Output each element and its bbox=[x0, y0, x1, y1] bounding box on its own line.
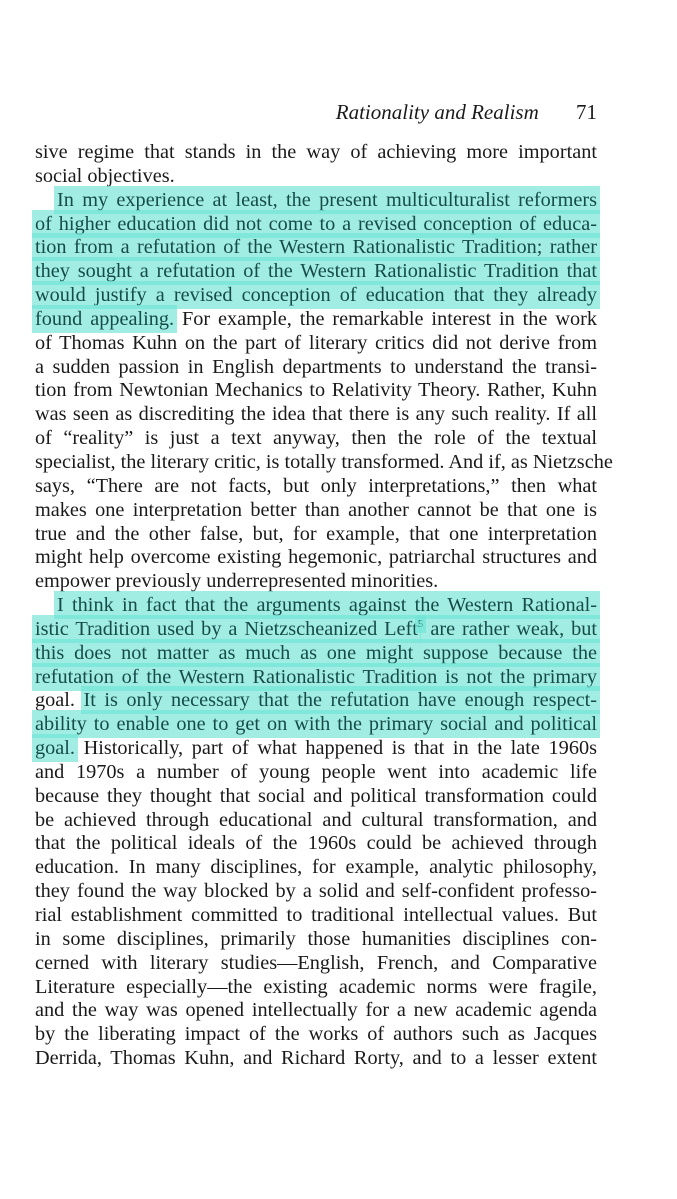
text-line bbox=[35, 475, 597, 499]
plain-text: in some disciplines, primarily those humanities disciplines con- bbox=[35, 927, 597, 950]
running-header bbox=[0, 100, 597, 125]
highlighted-text: found appealing. bbox=[35, 307, 175, 330]
plain-text: Historically, part of what happened is that in the late 1960s bbox=[75, 737, 597, 760]
text-line bbox=[35, 165, 597, 189]
text-line bbox=[35, 952, 597, 976]
text-line bbox=[35, 427, 597, 451]
text-line bbox=[35, 260, 597, 284]
plain-text: true and the other false, but, for example, that one interpretation bbox=[35, 522, 597, 545]
highlighted-text: of higher education did not come to a revised conception of educa- bbox=[35, 212, 597, 235]
plain-text: education. In many disciplines, for example, analytic philosophy, bbox=[35, 856, 597, 879]
text-line bbox=[35, 737, 597, 761]
plain-text: For example, the remarkable interest in the work bbox=[174, 307, 597, 330]
text-line bbox=[35, 570, 597, 594]
text-line bbox=[35, 928, 597, 952]
highlighted-text: I think in fact that the arguments against the Western Rational- bbox=[57, 594, 597, 617]
plain-text: a sudden passion in English departments to understand the transi- bbox=[35, 355, 597, 378]
plain-text: social objectives. bbox=[35, 164, 175, 187]
text-line bbox=[35, 1023, 597, 1047]
text-line bbox=[35, 689, 597, 713]
text-line bbox=[35, 450, 613, 475]
highlighted-text: are rather weak, but bbox=[423, 617, 597, 640]
plain-text: that the political ideals of the 1960s could be achieved through bbox=[35, 832, 597, 855]
text-line bbox=[35, 284, 597, 308]
highlighted-text: they sought a refutation of the Western Rationalistic Tradition that bbox=[35, 260, 597, 283]
highlighted-text: refutation of the Western Rationalistic Tradition is not the primary bbox=[35, 665, 597, 688]
highlighted-text: tion from a refutation of the Western Rationalistic Tradition; rather bbox=[35, 236, 597, 259]
text-line bbox=[35, 999, 597, 1023]
page-body-text bbox=[35, 141, 613, 1071]
plain-text: by the liberating impact of the works of authors such as Jacques bbox=[35, 1023, 597, 1046]
text-line bbox=[35, 189, 597, 213]
plain-text: of “reality” is just a text anyway, then the role of the textual bbox=[35, 427, 597, 450]
plain-text: they found the way blocked by a solid and self-confident professo- bbox=[35, 880, 597, 903]
text-line bbox=[35, 356, 597, 380]
text-line bbox=[35, 332, 597, 356]
text-line bbox=[35, 880, 597, 904]
text-line bbox=[35, 523, 597, 547]
plain-text: Derrida, Thomas Kuhn, and Richard Rorty, and to a lesser extent bbox=[35, 1047, 597, 1070]
plain-text: makes one interpretation better than another cannot be that one is bbox=[35, 498, 597, 521]
text-line bbox=[35, 308, 597, 332]
plain-text: and 1970s a number of young people went into academic life bbox=[35, 760, 597, 783]
plain-text: goal. bbox=[35, 689, 84, 712]
plain-text: was seen as discrediting the idea that there is any such reality. If all bbox=[35, 403, 597, 426]
text-line bbox=[35, 1047, 597, 1071]
text-line bbox=[35, 642, 597, 666]
plain-text: Literature especially—the existing academic norms were fragile, bbox=[35, 975, 597, 998]
text-line bbox=[35, 618, 597, 642]
plain-text: sive regime that stands in the way of achieving more important bbox=[35, 141, 597, 163]
plain-text: might help overcome existing hegemonic, patriarchal structures and bbox=[35, 546, 597, 569]
text-line bbox=[35, 904, 597, 928]
text-line bbox=[35, 546, 597, 570]
text-line bbox=[35, 141, 597, 165]
text-line bbox=[35, 236, 597, 260]
highlighted-text: istic Tradition used by a Nietzscheanized Left bbox=[35, 617, 418, 640]
highlighted-text: It is only necessary that the refutation have enough respect- bbox=[83, 689, 597, 712]
plain-text: says, “There are not facts, but only interpretations,” then what bbox=[35, 474, 597, 497]
text-line bbox=[35, 785, 597, 809]
text-line bbox=[35, 713, 597, 737]
plain-text: specialist, the literary critic, is totally transformed. And if, as Nietzsche bbox=[35, 450, 613, 473]
text-line bbox=[35, 213, 597, 237]
text-line bbox=[35, 499, 597, 523]
highlighted-text: ability to enable one to get on with the primary social and political bbox=[35, 713, 597, 736]
plain-text: be achieved through educational and cultural transformation, and bbox=[35, 808, 597, 831]
plain-text: empower previously underrepresented minorities. bbox=[35, 570, 439, 593]
highlighted-text: this does not matter as much as one might suppose because the bbox=[35, 641, 597, 664]
text-line bbox=[35, 666, 597, 690]
text-line bbox=[35, 761, 597, 785]
plain-text: cerned with literary studies—English, French, and Comparative bbox=[35, 951, 597, 974]
text-line bbox=[35, 403, 597, 427]
plain-text: because they thought that social and political transformation could bbox=[35, 784, 597, 807]
text-line bbox=[35, 809, 597, 833]
text-line bbox=[35, 976, 597, 1000]
page-number: 71 bbox=[576, 100, 597, 124]
footnote-marker: 5 bbox=[417, 618, 424, 631]
highlighted-text: would justify a revised conception of education that they already bbox=[35, 284, 597, 307]
plain-text: rial establishment committed to traditional intellectual values. But bbox=[35, 904, 597, 926]
highlighted-text: goal. bbox=[35, 737, 75, 760]
plain-text: tion from Newtonian Mechanics to Relativity Theory. Rather, Kuhn bbox=[35, 379, 597, 402]
plain-text: of Thomas Kuhn on the part of literary critics did not derive from bbox=[35, 331, 597, 354]
text-line bbox=[35, 594, 597, 618]
text-line bbox=[35, 856, 597, 880]
highlighted-text: In my experience at least, the present multiculturalist reformers bbox=[57, 188, 597, 211]
running-title: Rationality and Realism bbox=[335, 100, 539, 124]
text-line bbox=[35, 832, 597, 856]
plain-text: and the way was opened intellectually for a new academic agenda bbox=[35, 999, 597, 1022]
text-line bbox=[35, 379, 597, 403]
